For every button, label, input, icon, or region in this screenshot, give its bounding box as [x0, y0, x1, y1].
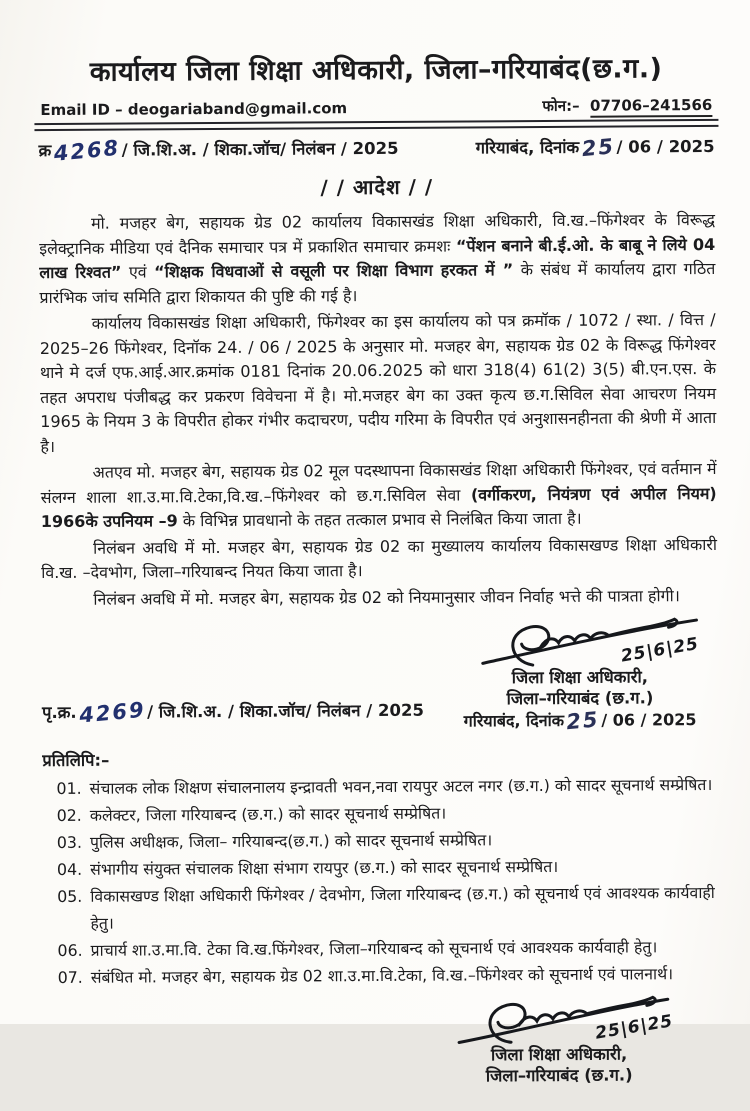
- ref-prefix: क्र: [38, 140, 52, 161]
- copy-num: 07.: [57, 967, 83, 987]
- copy-text: संबंधित मो. मजहर बेग, सहायक ग्रेड 02 शा.उ.मा.वि.टेका, वि.ख.–फिंगेश्वर को सूचनार्थ एवं पालनार्थ।: [90, 964, 674, 987]
- signature-scrawl-1: [449, 614, 709, 668]
- signature-scrawl-2: [434, 991, 684, 1045]
- signatory-district-1: जिला–गरियाबंद (छ.ग.): [506, 688, 654, 709]
- ref-rest: / जि.शि.अ. / शिका.जॉच/ निलंबन / 2025: [121, 138, 399, 160]
- p3-post: के विभिन्न प्रावधानो के तहत तत्काल प्रभाव से निलंबित किया जाता है।: [177, 508, 582, 531]
- endorse-rest: / जि.शि.अ. / शिका.जॉच/ निलंबन / 2025: [147, 700, 424, 722]
- copies-label: प्रतिलिपि:–: [42, 750, 110, 771]
- copy-text: संचालक लोक शिक्षण संचालनालय इन्द्रावती भवन,नवा रायपुर अटल नगर (छ.ग.) को सादर सूचनार्थ सम्प्रेषित।: [89, 774, 713, 798]
- p1-text: मो. मजहर बेग, सहायक ग्रेड 02 कार्यालय विकासखंड शिक्षा अधिकारी, वि.ख.–फिंगेश्वर के विरूद्ध इलेक्ट्रानिक मीडिया एवं दैनिक समाचार पत्र में प्रकाशित समाचार क्रमशः: [39, 209, 716, 258]
- office-letterhead-title: कार्यालय जिला शिक्षा अधिकारी, जिला–गरियाबंद(छ.ग.): [89, 53, 663, 88]
- outward-number: [38, 135, 399, 166]
- sig1-handwritten-day: 25: [565, 707, 601, 735]
- copy-num: 02.: [56, 805, 82, 825]
- copy-item: [57, 798, 719, 829]
- signature-place-date-1: [450, 708, 710, 734]
- endorsement-number: [41, 697, 424, 728]
- p1-mid: एवं: [121, 262, 155, 282]
- signatory-district-2: जिला–गरियाबंद (छ.ग.): [485, 1065, 633, 1086]
- date-rest: / 06 / 2025: [616, 136, 715, 157]
- p3-text: अतएव मो. मजहर बेग, सहायक ग्रेड 02 मूल पदस्थापना विकासखंड शिक्षा अधिकारी फिंगेश्वर, एवं वर्तमान में संलग्न शाला शा.उ.मा.वि.टेका,वि.ख.–फिंगेश्वर को छ.ग.सिविल सेवा: [40, 458, 717, 507]
- p3-rule-reference: (वर्गीकरण, नियंत्रण एवं अपील नियम) 1966के उपनियम –9: [40, 483, 717, 532]
- signatory-designation-2: जिला शिक्षा अधिकारी,: [490, 1044, 628, 1065]
- sig1-date-rest: / 06 / 2025: [601, 710, 697, 730]
- sig1-place-label: गरियाबंद, दिनांक: [463, 710, 565, 731]
- phone-label: फोन:–: [542, 96, 580, 115]
- order-heading: / / आदेश / /: [320, 174, 434, 200]
- signature-area-2: [44, 987, 721, 1111]
- signature-area-1: [41, 614, 718, 746]
- copy-num: 04.: [56, 859, 83, 879]
- copy-num: 06.: [57, 940, 83, 960]
- copy-text: संभागीय संयुक्त संचालक शिक्षा संभाग रायपुर (छ.ग.) को सादर सूचनार्थ सम्प्रेषित।: [90, 856, 559, 879]
- copy-item: [58, 960, 720, 991]
- reference-row: [38, 134, 715, 166]
- email-id: Email ID – deogariaband@gmail.com: [40, 99, 348, 120]
- copy-item: [56, 771, 718, 802]
- copy-text: प्राचार्य शा.उ.मा.वि. टेका वि.ख.फिंगेश्वर, जिला–गरियाबन्द को सूचनार्थ एवं आवश्यक कार्यवाही हेतु।: [90, 937, 658, 960]
- signatory-designation-1: जिला शिक्षा अधिकारी,: [511, 667, 649, 688]
- p1-post: के संबंध में कार्यालय द्वारा गठित प्रारंभिक जांच समिति द्वारा शिकायत की पुष्टि की गई है।: [39, 258, 716, 307]
- signature-block-2: [434, 991, 685, 1087]
- phone-number: 07706–241566: [590, 96, 712, 118]
- signature-block-1: [449, 614, 710, 734]
- copy-item: [57, 852, 719, 883]
- place-date-label: गरियाबंद, दिनांक: [475, 137, 580, 158]
- place-date: [475, 134, 715, 162]
- order-paragraph-3: [41, 457, 717, 535]
- handwritten-endorse-number: 4269: [77, 697, 147, 728]
- copy-num: 05.: [57, 886, 83, 906]
- handwritten-ref-number: 4268: [52, 135, 121, 166]
- order-paragraph-4: निलंबन अवधि में मो. मजहर बेग, सहायक ग्रेड 02 का मुख्यालय कार्यालय विकासखण्ड शिक्षा अधिकारी वि.ख. –देवभोग, जिला–गरियाबन्द नियत किया जाता है।: [41, 534, 718, 583]
- endorse-prefix: पृ.क्र.: [41, 702, 77, 723]
- phone: [542, 95, 712, 116]
- copy-num: 01.: [56, 778, 82, 798]
- signature-handwritten-date-1: 25|6|25: [620, 634, 701, 667]
- copy-item: [57, 933, 719, 964]
- copy-num: 03.: [56, 832, 83, 852]
- p1-quote-2: “शिक्षक विधवाओं से वसूली पर शिक्षा विभाग हरकत में ”: [154, 260, 514, 282]
- order-paragraph-1: [39, 208, 716, 310]
- order-paragraph-2: कार्यालय विकासखंड शिक्षा अधिकारी, फिंगेश्वर का इस कार्यालय को पत्र क्रमॉक / 1072 / स्था. / वित्त / 2025–26 फिंगेश्वर, दिनॉक 24. / 06 / 2025 के अनुसार मो. मजहर बेग, सहायक ग्रेड 02 के विरूद्ध फिंगेश्वर थाने मे दर्ज एफ.आई.आर.क्रमांक 0181 दिनांक 20.06.2025 को धारा 318(4) 61(2) 3(5) बी.एन.एस. के तहत अपराध पंजीबद्ध कर प्रकरण विवेचना में है। मो.मजहर बेग का उक्त कृत्य छ.ग.सिविल सेवा आचरण नियम 1965 के नियम 3 के विपरीत होकर गंभीर कदाचरण, पदीय गरिमा के विपरीत एवं अनुशासनहीनता की श्रेणी में आता है।: [39, 309, 717, 456]
- signature-handwritten-date-2: 25|6|25: [594, 1011, 676, 1044]
- p1-quote-1: “पेंशन बनाने बी.ई.ओ. के बाबू ने लिये 04 लाख रिश्वत”: [39, 234, 716, 283]
- copy-item: [57, 825, 719, 856]
- copy-text: कलेक्टर, जिला गरियाबन्द (छ.ग.) को सादर सूचनार्थ सम्प्रेषित।: [89, 803, 447, 825]
- copy-text: पुलिस अधीक्षक, जिला– गरियाबन्द(छ.ग.) को सादर सूचनार्थ सम्प्रेषित।: [89, 830, 493, 852]
- copy-item: [57, 879, 719, 937]
- copies-list: [56, 771, 719, 991]
- handwritten-day: 25: [580, 134, 616, 162]
- order-paragraph-5: निलंबन अवधि में मो. मजहर बेग, सहायक ग्रेड 02 को नियमानुसार जीवन निर्वाह भत्ते की पात्रता होगी।: [93, 585, 680, 609]
- copy-text: विकासखण्ड शिक्षा अधिकारी फिंगेश्वर / देवभोग, जिला गरियाबन्द (छ.ग.) को सूचनार्थ एवं आवश्यक कार्यवाही हेतु।: [90, 882, 715, 933]
